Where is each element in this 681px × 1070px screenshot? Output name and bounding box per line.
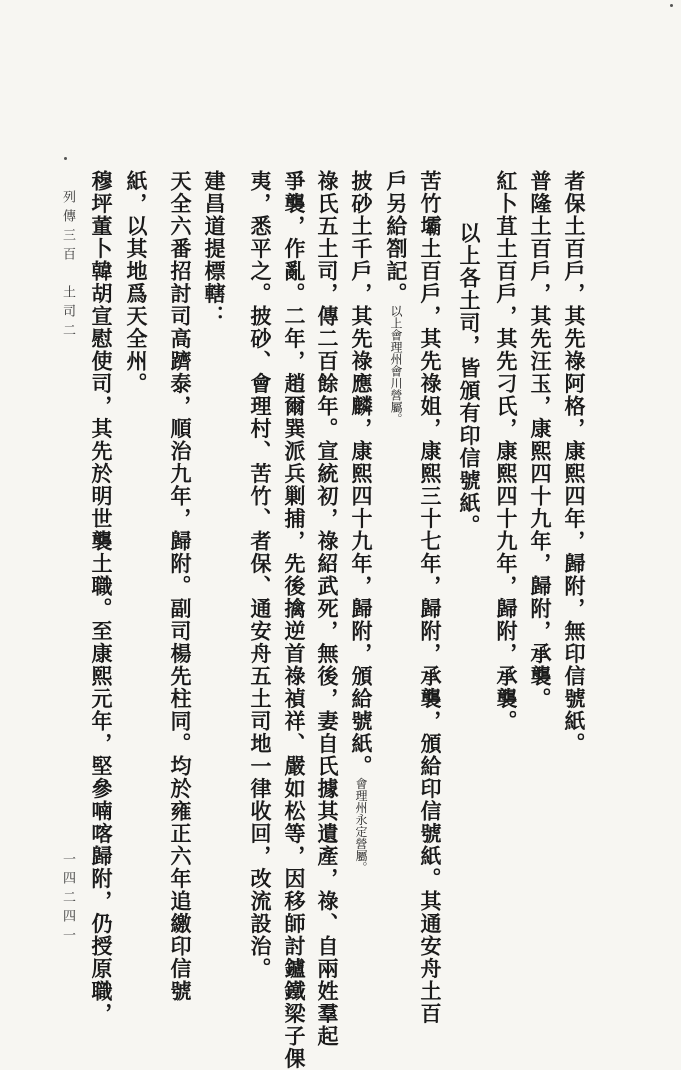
- text-column-1: 者保土百戶，其先祿阿格，康熙四年，歸附，無印信號紙。: [562, 170, 587, 755]
- text-column-8: 祿氏五土司，傳二百餘年。宣統初，祿紹武死，無後，妻自氏據其遺產，祿、自兩姓羣起: [315, 170, 340, 1048]
- scan-speck: [64, 157, 67, 160]
- text-column-13: 紙，以其地爲天全州。: [124, 170, 149, 395]
- text-column-5: 苦竹壩土百戶，其先祿姐，康熙三十七年，歸附，承襲，頒給印信號紙。其通安舟土百: [418, 170, 443, 1025]
- scan-speck: [670, 4, 673, 7]
- text-column-6: 戶另給劄記。以上會理州會川營屬。: [384, 170, 409, 425]
- text-column-9: 爭襲，作亂。二年，趙爾巽派兵剿捕，先後擒逆首祿禎祥、嚴如松等，因移師討鑪鐵梁子倮: [282, 170, 307, 1070]
- text-column-10: 夷，悉平之。披砂、會理村、苦竹、者保、通安舟五土司地一律收回，改流設治。: [248, 170, 273, 980]
- text-column-7: 披砂土千戶，其先祿應麟，康熙四十九年，歸附，頒給號紙。會理州永定營屬。: [349, 170, 374, 874]
- running-header: 列傳三百 土司二: [60, 190, 75, 342]
- text-column-4: 以上各土司，皆頒有印信號紙。: [457, 222, 482, 537]
- text-column-14: 穆坪董卜韓胡宣慰使司，其先於明世襲土職。至康熙元年，堅參喃喀歸附，仍授原職，: [89, 170, 114, 1025]
- text-column-2: 普隆土百戶，其先汪玉，康熙四十九年，歸附，承襲。: [528, 170, 553, 710]
- annotation-note: 以上會理州會川營屬。: [389, 305, 403, 425]
- page-number: 一四二四一: [60, 852, 75, 947]
- text-column-3: 紅卜苴土百戶，其先刁氏，康熙四十九年，歸附，承襲。: [494, 170, 519, 733]
- text-column-11: 建昌道提標轄：: [202, 170, 227, 328]
- annotation-note: 會理州永定營屬。: [354, 777, 368, 874]
- text-column-12: 天全六番招討司高躋泰，順治九年，歸附。副司楊先柱同。均於雍正六年追繳印信號: [168, 170, 193, 1003]
